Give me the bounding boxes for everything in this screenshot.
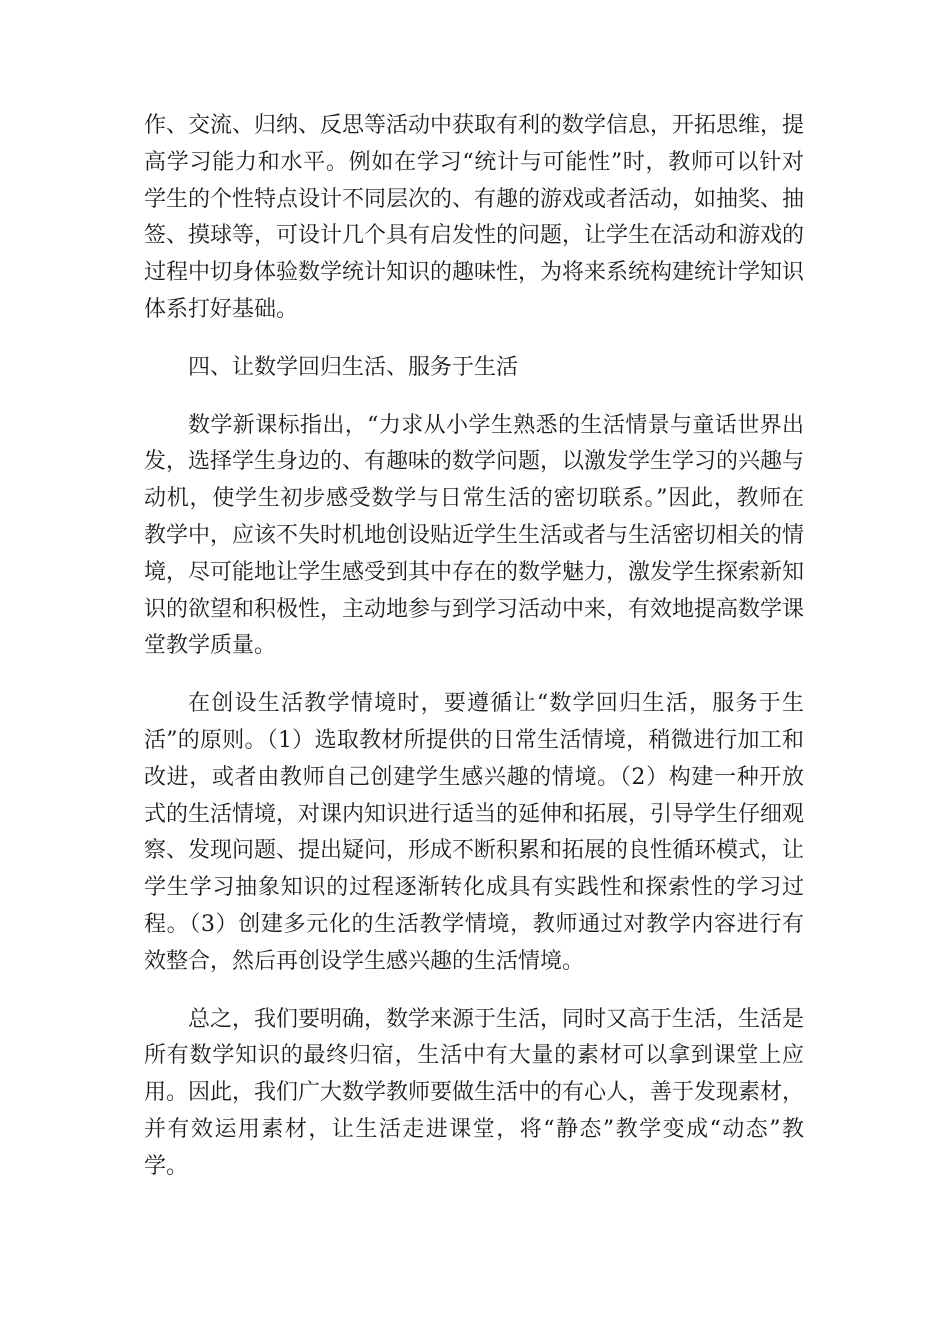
paragraph-principles: 在创设生活教学情境时，要遵循让“数学回归生活，服务于生活”的原则。（1）选取教材所提供的日常生活情境，稍微进行加工和改进，或者由教师自己创建学生感兴趣的情境。（2）构建一种开放式的生活情境，对课内知识进行适当的延伸和拓展，引导学生仔细观察、发现问题、提出疑问，形成不断积累和拓展的良性循环模式，让学生学习抽象知识的过程逐渐转化成具有实践性和探索性的学习过程。（3）创建多元化的生活教学情境，教师通过对教学内容进行有效整合，然后再创设学生感兴趣的生活情境。 (144, 691, 805, 974)
paragraph-continuation: 作、交流、归纳、反思等活动中获取有利的数学信息，开拓思维，提高学习能力和水平。例如在学习“统计与可能性”时，教师可以针对学生的个性特点设计不同层次的、有趣的游戏或者活动，如抽奖、抽签、摸球等，可设计几个具有启发性的问题，让学生在活动和游戏的过程中切身体验数学统计知识的趣味性，为将来系统构建统计学知识体系打好基础。 (144, 113, 805, 322)
paragraph-conclusion: 总之，我们要明确，数学来源于生活，同时又高于生活，生活是所有数学知识的最终归宿，生活中有大量的素材可以拿到课堂上应用。因此，我们广大数学教师要做生活中的有心人，善于发现素材，并有效运用素材，让生活走进课堂，将“静态”教学变成“动态”教学。 (144, 1006, 805, 1179)
paragraph-curriculum: 数学新课标指出，“力求从小学生熟悉的生活情景与童话世界出发，选择学生身边的、有趣味的数学问题，以激发学生学习的兴趣与动机，使学生初步感受数学与日常生活的密切联系。”因此，教师在教学中，应该不失时机地创设贴近学生生活或者与生活密切相关的情境，尽可能地让学生感受到其中存在的数学魅力，激发学生探索新知识的欲望和积极性，主动地参与到学习活动中来，有效地提高数学课堂教学质量。 (144, 412, 805, 659)
section-heading: 四、让数学回归生活、服务于生活 (188, 354, 519, 380)
document-page (144, 108, 804, 1207)
